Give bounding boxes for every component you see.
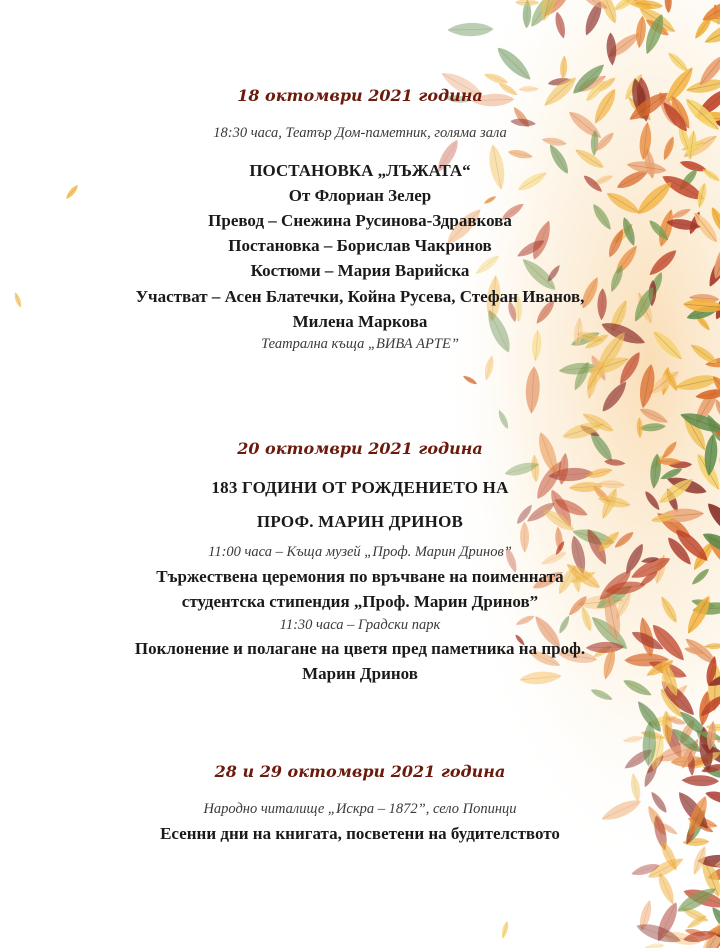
event1-director: Постановка – Борислав Чакринов xyxy=(228,236,492,255)
event1-translation: Превод – Снежина Русинова-Здравкова xyxy=(208,211,512,230)
event1-cast-line1: Участват – Асен Блатечки, Койна Русева, Стефан Иванов, xyxy=(135,287,585,306)
event1-author: От Флориан Зелер xyxy=(288,186,432,205)
event1-cast-line2: Милена Маркова xyxy=(292,312,428,331)
event2-title-line2: ПРОФ. МАРИН ДРИНОВ xyxy=(256,512,464,531)
event1-date: 18 октомври 2021 година xyxy=(237,86,483,105)
event3-title: Есенни дни на книгата, посветени на будителството xyxy=(160,824,560,843)
event2-ceremony-line1: Тържествена церемония по връчване на поименната xyxy=(156,567,564,586)
event2-time1: 11:00 часа – Къща музей „Проф. Марин Дринов” xyxy=(208,544,512,560)
event2-date: 20 октомври 2021 година xyxy=(237,439,483,458)
event2-ceremony-line2: студентска стипендия „Проф. Марин Дринов” xyxy=(181,592,539,611)
event3-venue: Народно читалище „Искра – 1872”, село Попинци xyxy=(203,801,517,817)
event2-tribute-line1: Поклонение и полагане на цветя пред паметника на проф. xyxy=(134,639,586,658)
event2-title-line1: 183 ГОДИНИ ОТ РОЖДЕНИЕТО НА xyxy=(211,478,509,497)
event1-venue: 18:30 часа, Театър Дом-паметник, голяма зала xyxy=(213,125,507,141)
event2-time2: 11:30 часа – Градски парк xyxy=(279,617,441,633)
event1-title: ПОСТАНОВКА „ЛЪЖАТА“ xyxy=(249,161,471,180)
event1-costumes: Костюми – Мария Варийска xyxy=(250,261,470,280)
event3-date: 28 и 29 октомври 2021 година xyxy=(214,762,506,781)
event1-company: Театрална къща „ВИВА АРТЕ” xyxy=(261,336,459,352)
event2-tribute-line2: Марин Дринов xyxy=(302,664,418,683)
